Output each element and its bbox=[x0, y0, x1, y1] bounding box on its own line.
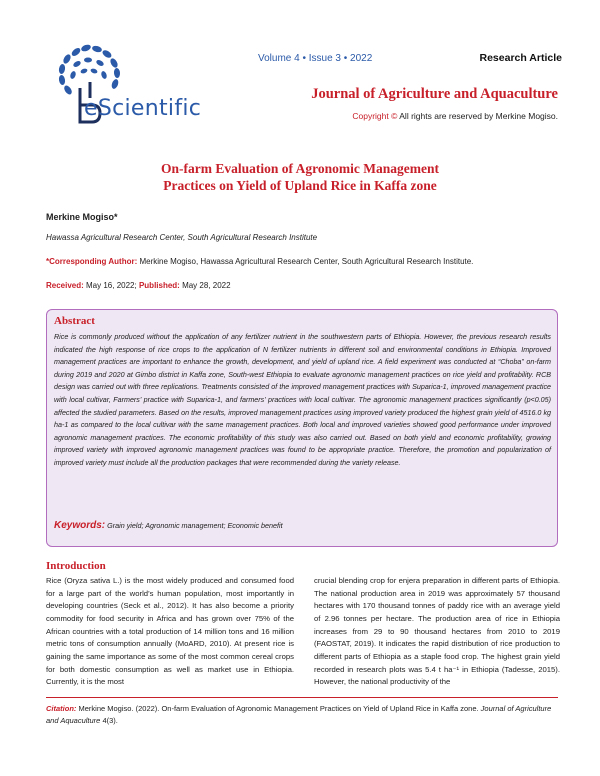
title-line-2: Practices on Yield of Upland Rice in Kaffa zone bbox=[163, 178, 437, 193]
abstract-text: Rice is commonly produced without the application of any fertilizer nutrient in the southwestern parts of Ethiopia. However, the previous research results indicated the high response of rice crops to the application of N fertilizer nutrients in different soil and environmental conditions in Ethiopia. Improved management practices are important to enhance the growth, development, and yield of upland rice. A field experiment was conducted at “Choba” on-farm during 2019 and 2020 at Gimbo district in Kaffa zone, South-west Ethiopia to evaluate agronomic management practices on rice yield and profitability. RCB design was carried out with three replications. Treatments consisted of the improved management practices with Suparica-1, improved management practice with local cultivar, Farmers’ practice with Suparica-1, and farmers’ practices with local cultivar. The agronomic management practices significantly (p<0.05) affected the studied parameters. Based on the results, improved management practices using improved variety produced the highest grain yield of 4516.0 kg ha-1 as compared to the local cultivar with the same management practices. Both local and improved varieties showed good performance under improved agronomic management practices. The economic profitability of this study was also carried out. Based on both yield and economic profitability, growing improved variety with improved agronomic management practices was found to be appropriate practice. Therefore, the promotion and popularization of improved variety must include all the production packages that were recommended during the variety release. bbox=[54, 333, 551, 467]
citation-volume: 4(3). bbox=[100, 715, 118, 725]
published-date: May 28, 2022 bbox=[179, 281, 231, 290]
corresponding-author bbox=[46, 257, 473, 266]
corresponding-text: Merkine Mogiso, Hawassa Agricultural Research Center, South Agricultural Research Institute. bbox=[137, 257, 474, 266]
journal-title: Journal of Agriculture and Aquaculture bbox=[311, 86, 558, 102]
issue-info: Volume 4 • Issue 3 • 2022 bbox=[258, 53, 373, 64]
copyright-text: All rights are reserved by Merkine Mogiso. bbox=[397, 111, 558, 121]
keywords-line bbox=[54, 520, 283, 531]
citation-text: Merkine Mogiso. (2022). On-farm Evaluation of Agronomic Management Practices on Yield of Upland Rice in Kaffa zone. bbox=[76, 704, 481, 713]
citation bbox=[46, 703, 560, 726]
received-date: May 16, 2022; bbox=[83, 281, 139, 290]
article-type: Research Article bbox=[479, 52, 562, 64]
abstract-heading: Abstract bbox=[54, 315, 95, 327]
keywords-label: Keywords: bbox=[54, 520, 106, 531]
dates-line bbox=[46, 281, 231, 290]
footer-divider bbox=[46, 697, 558, 698]
corresponding-label: *Corresponding Author: bbox=[46, 257, 138, 266]
copyright-line bbox=[352, 111, 558, 121]
keywords-text: Grain yield; Agronomic management; Economic benefit bbox=[105, 521, 283, 530]
published-label: Published: bbox=[138, 281, 180, 290]
publisher-name: eScientific bbox=[84, 96, 202, 121]
citation-label: Citation: bbox=[46, 704, 77, 713]
intro-column-right: crucial blending crop for enjera preparation in different parts of Ethiopia. The national production area in 2019 was approximately 57 thousand hectares with 170 thousand tonnes of paddy rice with an average yield of 2.96 tonnes per hectare. The production area of rice in Ethiopia increases from 29 to 90 thousand hectares from 2010 to 2019 (FAOSTAT, 2019). It indicates the rapid distribution of rice production to different parts of Ethiopia as a staple food crop. The highest grain yield recorded in research plots was 5.4 t ha⁻¹ in Ethiopia (Tadesse, 2015). However, the national productivity of the bbox=[314, 576, 560, 687]
introduction-heading: Introduction bbox=[46, 560, 106, 572]
article-title bbox=[60, 160, 540, 194]
intro-column-left: Rice (Oryza sativa L.) is the most widely produced and consumed food for a large part of the world’s human population, most importantly in developing countries (Seck et al., 2012). It has also become a priority commodity for food security in Africa and has grown over 75% of the African countries with a total production of 14 million tons and 16 million metric tons of consumption annually (MoARD, 2010). At present rice is gaining the same importance as some of the most common cereal crops for both domestic consumption as well as market use in Ethiopia. Currently, it is the most bbox=[46, 576, 294, 687]
citation-journal: Journal of Agriculture and Aquaculture bbox=[46, 704, 552, 725]
author-name: Merkine Mogiso* bbox=[46, 212, 118, 222]
received-label: Received: bbox=[46, 281, 84, 290]
title-line-1: On-farm Evaluation of Agronomic Management bbox=[161, 161, 439, 176]
affiliation: Hawassa Agricultural Research Center, South Agricultural Research Institute bbox=[46, 233, 318, 242]
copyright-label: Copyright © bbox=[352, 111, 398, 121]
